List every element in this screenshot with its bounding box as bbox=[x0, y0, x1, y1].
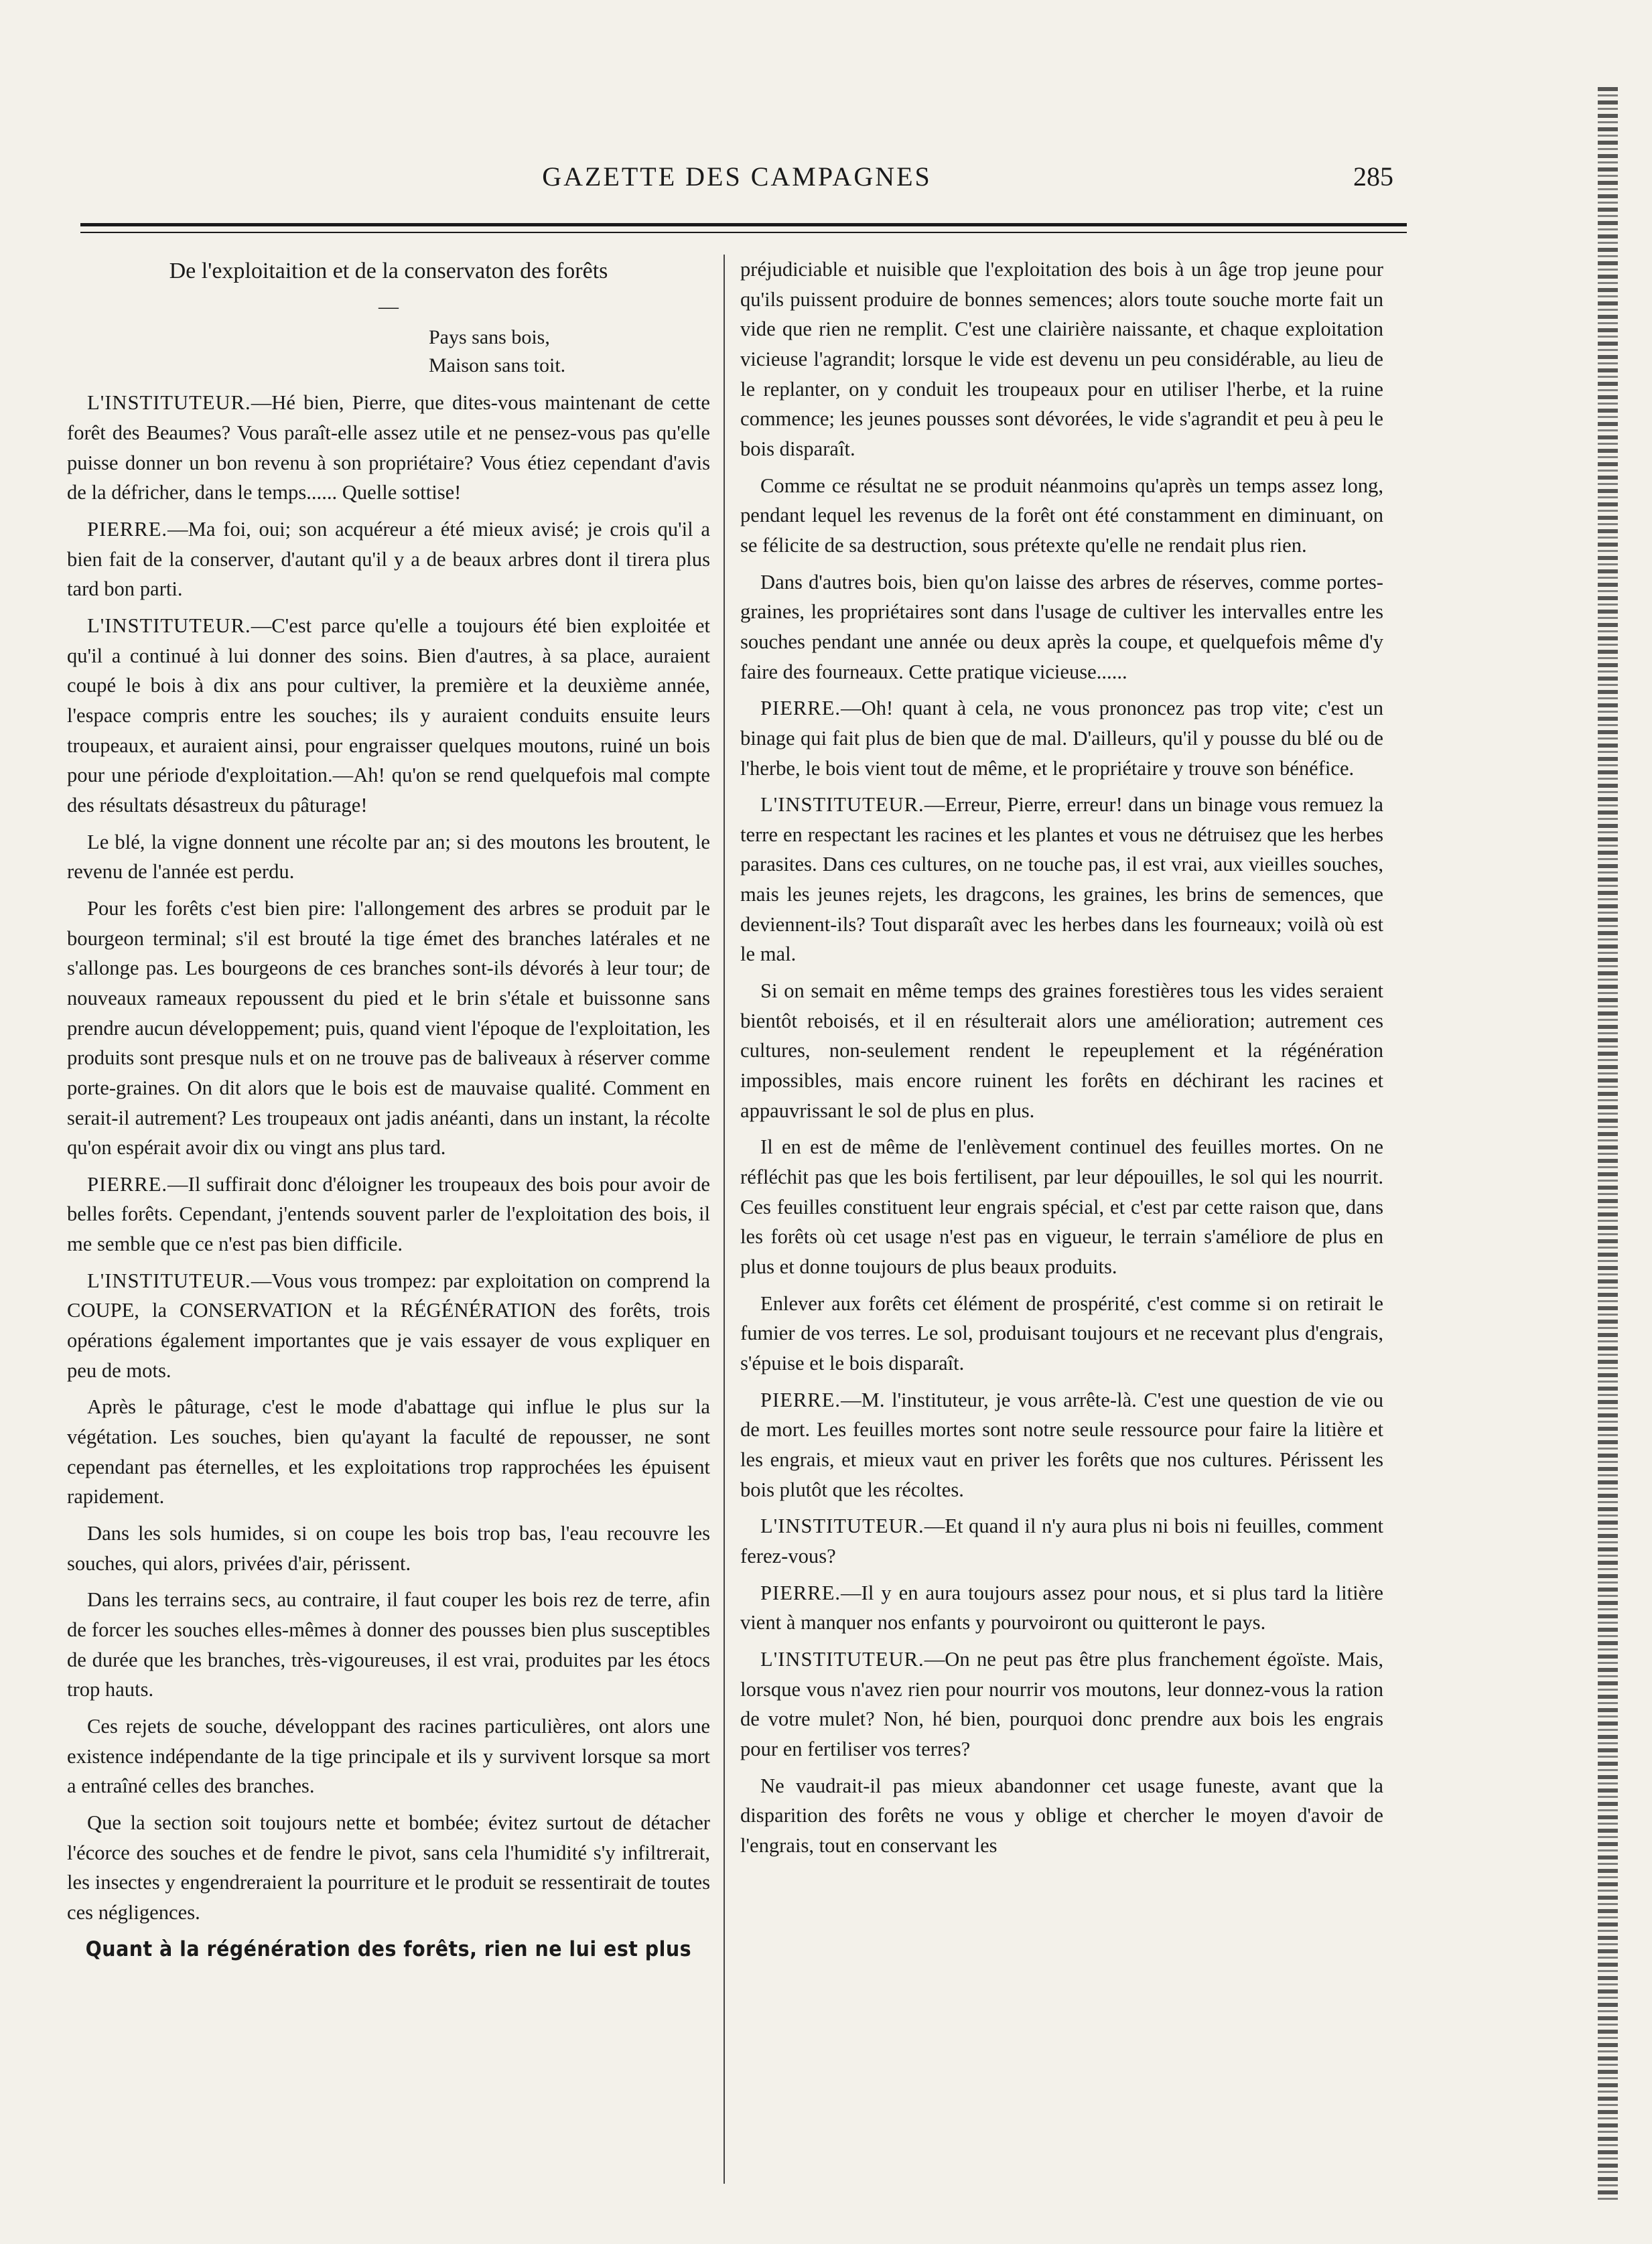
paragraph bbox=[740, 790, 1383, 969]
paragraph bbox=[740, 1289, 1383, 1379]
speaker-label: L'INSTITUTEUR. bbox=[87, 1269, 251, 1292]
paragraph bbox=[740, 1385, 1383, 1505]
header-rule bbox=[80, 223, 1407, 233]
paragraph-text: Enlever aux forêts cet élément de prospérité, c'est comme si on retirait le fumier de vos terres. Le sol, produisant toujours et ne recevant plus d'engrais, s'épuise et le bois disparaît. bbox=[740, 1291, 1383, 1375]
paragraph bbox=[67, 1392, 710, 1512]
paragraph-text: Pour les forêts c'est bien pire: l'allongement des arbres se produit par le bourgeon terminal; s'il est brouté la tige émet des branches latérales et ne s'allonge pas. Les bourgeons de ces branches sont-ils dévorés à leur tour; de nouveaux rameaux repoussent du pied et le brin s'étale et buissonne sans prendre aucun développement; puis, quand vient l'époque de l'exploitation, les produits sont presque nuls et on ne trouve pas de baliveaux à réserver comme porte-graines. On dit alors que le bois est de mauvaise qualité. Comment en serait-il autrement? Les troupeaux ont jadis anéanti, dans un instant, la récolte qu'on espérait avoir dix ou vingt ans plus tard. bbox=[67, 896, 710, 1160]
paragraph bbox=[740, 693, 1383, 783]
paragraph-text: —Ma foi, oui; son acquéreur a été mieux avisé; je crois qu'il a bien fait de la conserver, d'autant qu'il y a de beaux arbres dont il tirera plus tard bon parti. bbox=[67, 518, 710, 601]
speaker-label: PIERRE. bbox=[760, 1581, 841, 1604]
paragraph bbox=[740, 1771, 1383, 1861]
paragraph bbox=[67, 388, 710, 508]
paragraph-text: —Oh! quant à cela, ne vous prononcez pas trop vite; c'est un binage qui fait plus de bien que de mal. D'ailleurs, qu'il y pousse du blé ou de l'herbe, le bois vient tout de même, et le propriétaire y trouve son bénéfice. bbox=[740, 697, 1383, 780]
paragraph-text: —Il suffirait donc d'éloigner les troupeaux des bois pour avoir de belles forêts. Cependant, j'entends souvent parler de l'exploitation des bois, il me semble que ce n'est pas bien difficile. bbox=[67, 1172, 710, 1256]
paragraph bbox=[740, 1132, 1383, 1281]
paragraph bbox=[67, 1519, 710, 1578]
paragraph bbox=[740, 976, 1383, 1125]
page-header bbox=[0, 161, 1434, 208]
paragraph bbox=[67, 1711, 710, 1801]
paragraph-text: Si on semait en même temps des graines forestières tous les vides seraient bientôt reboisés, et il en résulterait alors une amélioration; autrement ces cultures, non-seulement rendent le repeuplement et la régénération impossibles, mais encore ruinent les forêts en déchirant les racines et appauvrissant le sol de plus en plus. bbox=[740, 979, 1383, 1122]
emphasized-last-line: Quant à la régénération des forêts, rien ne lui est plus bbox=[85, 1937, 692, 1961]
paragraph bbox=[67, 514, 710, 604]
paragraph-text: Le blé, la vigne donnent une récolte par an; si des moutons les broutent, le revenu de l'année est perdu. bbox=[67, 830, 710, 884]
paragraph bbox=[740, 1578, 1383, 1638]
paragraph bbox=[740, 255, 1383, 464]
paragraph bbox=[740, 1644, 1383, 1764]
paragraph-text: Dans d'autres bois, bien qu'on laisse des arbres de réserves, comme portes-graines, les propriétaires sont dans l'usage de cultiver les intervalles entre les souches pendant une année ou deux après la coupe, et quelquefois même d'y faire des fourneaux. Cette pratique vicieuse...... bbox=[740, 570, 1383, 683]
paragraph bbox=[740, 471, 1383, 561]
speaker-label: L'INSTITUTEUR. bbox=[87, 614, 251, 638]
speaker-label: L'INSTITUTEUR. bbox=[760, 793, 924, 817]
paragraph-text: —Erreur, Pierre, erreur! dans un binage vous remuez la terre en respectant les racines et les plantes et vous ne détruisez que les herbes parasites. Dans ces cultures, on ne touche pas, il est vrai, aux vieilles souches, mais les jeunes rejets, les dragcons, les graines, les brins de semences, que deviennent-ils? Tout disparaît avec les herbes dans les fourneaux; voilà où est le mal. bbox=[740, 793, 1383, 966]
paragraph bbox=[740, 1511, 1383, 1571]
paragraph bbox=[67, 1585, 710, 1705]
paragraph-text: Après le pâturage, c'est le mode d'abattage qui influe le plus sur la végétation. Les souches, bien qu'ayant la faculté de repousser, ne sont cependant pas éternelles, et les exploitations trop rapprochées les épuisent rapidement. bbox=[67, 1395, 710, 1509]
paragraph-text: —On ne peut pas être plus franchement égoïste. Mais, lorsque vous n'avez rien pour nourrir vos moutons, leur donnez-vous la ration de votre mulet? Non, hé bien, pourquoi donc prendre aux bois les engrais pour en fertiliser vos terres? bbox=[740, 1647, 1383, 1760]
paragraph-text: —Hé bien, Pierre, que dites-vous maintenant de cette forêt des Beaumes? Vous paraît-elle assez utile et ne pensez-vous pas qu'elle puisse donner un bon revenu à son propriétaire? Vous étiez cependant d'avis de la défricher, dans le temps...... Quelle sottise! bbox=[67, 391, 710, 504]
title-dash: — bbox=[378, 295, 399, 318]
left-column bbox=[67, 255, 710, 2184]
paragraph-text: —C'est parce qu'elle a toujours été bien exploitée et qu'il a continué à lui donner des soins. Bien d'autres, à sa place, auraient coupé le bois à dix ans pour cultiver, la première et la deuxième année, l'espace compris entre les souches; ils y auraient conduits ensuite leurs troupeaux, et auraient ainsi, pour engraisser quelques moutons, ruiné un bois pour une période d'exploitation.—Ah! qu'on se rend quelquefois mal compte des résultats désastreux du pâturage! bbox=[67, 614, 710, 817]
margin-binding-marks bbox=[1598, 87, 1618, 2204]
speaker-label: PIERRE. bbox=[87, 1172, 168, 1196]
right-paragraphs bbox=[740, 255, 1383, 1860]
paragraph bbox=[67, 827, 710, 887]
speaker-label: L'INSTITUTEUR. bbox=[760, 1647, 924, 1671]
speaker-label: PIERRE. bbox=[760, 697, 841, 720]
speaker-label: PIERRE. bbox=[760, 1388, 841, 1411]
paragraph-text: Ces rejets de souche, développant des racines particulières, ont alors une existence indépendante de la tige principale et ils y survivent lorsque sa mort a entraîné celles des branches. bbox=[67, 1714, 710, 1798]
epigraph-line: Maison sans toit. bbox=[429, 354, 566, 377]
paragraph-text: —Et quand il n'y aura plus ni bois ni feuilles, comment ferez-vous? bbox=[740, 1515, 1383, 1567]
paragraph bbox=[67, 1170, 710, 1259]
epigraph bbox=[429, 324, 710, 380]
column-divider bbox=[724, 255, 725, 2184]
paragraph-text: —Vous vous trompez: par exploitation on comprend la COUPE, la CONSERVATION et la RÉGÉNÉRATION des forêts, trois opérations également importantes que je vais essayer de vous expliquer en peu de mots. bbox=[67, 1269, 710, 1382]
speaker-label: L'INSTITUTEUR. bbox=[760, 1515, 924, 1538]
left-paragraphs bbox=[67, 388, 710, 1927]
paragraph bbox=[67, 611, 710, 821]
paragraph bbox=[67, 1266, 710, 1386]
paragraph bbox=[67, 1808, 710, 1928]
running-title: GAZETTE DES CAMPAGNES bbox=[542, 161, 932, 192]
paragraph-text: Comme ce résultat ne se produit néanmoins qu'après un temps assez long, pendant lequel les revenus de la forêt ont été constamment en diminuant, on se félicite de sa destruction, sous prétexte qu'elle ne rendait plus rien. bbox=[740, 474, 1383, 557]
paragraph bbox=[67, 894, 710, 1163]
epigraph-line: Pays sans bois, bbox=[429, 326, 550, 349]
right-column bbox=[740, 255, 1383, 2184]
paragraph-text: Ne vaudrait-il pas mieux abandonner cet usage funeste, avant que la disparition des forêts ne vous y oblige et chercher le moyen d'avoir de l'engrais, tout en conservant les bbox=[740, 1774, 1383, 1857]
paragraph-text: Dans les sols humides, si on coupe les bois trop bas, l'eau recouvre les souches, qui alors, privées d'air, périssent. bbox=[67, 1522, 710, 1575]
speaker-label: PIERRE. bbox=[87, 518, 168, 541]
paragraph bbox=[740, 567, 1383, 687]
paragraph-text: —Il y en aura toujours assez pour nous, et si plus tard la litière vient à manquer nos enfants y pourvoiront ou quitteront le pays. bbox=[740, 1581, 1383, 1634]
paragraph-text: Dans les terrains secs, au contraire, il faut couper les bois rez de terre, afin de forcer les souches elles-mêmes à donner des pousses bien plus susceptibles de durée que les branches, très-vigoureuses, il est vrai, produites par les étocs trop hauts. bbox=[67, 1588, 710, 1701]
paragraph-text: Que la section soit toujours nette et bombée; évitez surtout de détacher l'écorce des souches et de fendre le pivot, sans cela l'humidité s'y infiltrerait, les insectes y engendreraient la pourriture et le produit se ressentirait de toutes ces négligences. bbox=[67, 1811, 710, 1924]
page-number: 285 bbox=[1353, 161, 1393, 192]
speaker-label: L'INSTITUTEUR. bbox=[87, 391, 251, 415]
paragraph-text: préjudiciable et nuisible que l'exploitation des bois à un âge trop jeune pour qu'ils puissent produire de bonnes semences; alors toute souche morte fait un vide que rien ne remplit. C'est une clairière naissante, et chaque exploitation vicieuse l'agrandit; lorsque le vide est devenu un peu considérable, au lieu de le replanter, on y conduit les troupeaux pour en utiliser l'herbe, et la ruine commence; les jeunes pousses sont dévorées, le vide s'agrandit et peu à peu le bois disparaît. bbox=[740, 258, 1383, 460]
article-title: De l'exploitaition et de la conservaton des forêts bbox=[169, 259, 608, 283]
paragraph-text: —M. l'instituteur, je vous arrête-là. C'est une question de vie ou de mort. Les feuilles mortes sont notre seule ressource pour faire la litière et les engrais, et mieux vaut en priver les forêts que nos cultures. Périssent les bois plutôt que les récoltes. bbox=[740, 1388, 1383, 1501]
paragraph-text: Il en est de même de l'enlèvement continuel des feuilles mortes. On ne réfléchit pas que les bois fertilisent, par leur dépouilles, le sol qui les nourrit. Ces feuilles constituent leur engrais spécial, et c'est par cette raison que, dans les forêts où cet usage n'est pas en vigueur, le terrain s'améliore de plus en plus et donne toujours de plus beaux produits. bbox=[740, 1135, 1383, 1278]
